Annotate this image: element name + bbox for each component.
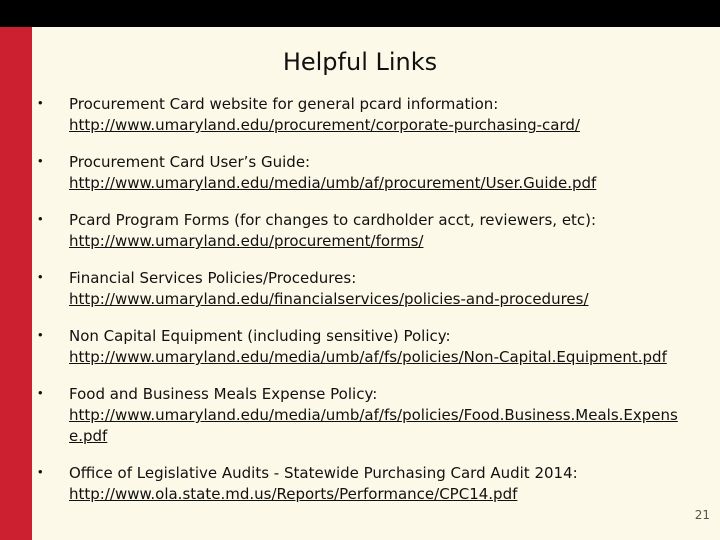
bullet-icon: • — [38, 153, 43, 168]
link-description: Non Capital Equipment (including sensitive) Policy: — [69, 327, 451, 345]
bullet-icon: • — [38, 269, 43, 284]
side-bar — [0, 27, 32, 540]
page-number: 21 — [694, 508, 710, 522]
link-url[interactable]: http://www.umaryland.edu/media/umb/af/fs/policies/Food.Business.Meals.Expense.pdf — [69, 406, 678, 445]
link-url[interactable]: http://www.ola.state.md.us/Reports/Performance/CPC14.pdf — [69, 485, 518, 503]
link-url[interactable]: http://www.umaryland.edu/procurement/forms/ — [69, 232, 424, 250]
link-description: Pcard Program Forms (for changes to cardholder acct, reviewers, etc): — [69, 211, 597, 229]
list-item — [38, 268, 688, 310]
top-bar — [0, 0, 720, 27]
list-item — [38, 210, 688, 252]
link-description: Food and Business Meals Expense Policy: — [69, 385, 378, 403]
bullet-icon: • — [38, 385, 43, 400]
link-description: Procurement Card User’s Guide: — [69, 153, 311, 171]
list-item — [38, 384, 688, 447]
link-url[interactable]: http://www.umaryland.edu/financialservices/policies-and-procedures/ — [69, 290, 589, 308]
links-list — [38, 94, 688, 521]
bullet-icon: • — [38, 211, 43, 226]
bullet-icon: • — [38, 464, 43, 479]
link-url[interactable]: http://www.umaryland.edu/procurement/corporate-purchasing-card/ — [69, 116, 580, 134]
list-item — [38, 463, 688, 505]
link-url[interactable]: http://www.umaryland.edu/media/umb/af/fs/policies/Non-Capital.Equipment.pdf — [69, 348, 667, 366]
slide-title — [0, 48, 720, 76]
list-item — [38, 326, 688, 368]
bullet-icon: • — [38, 95, 43, 110]
bullet-icon: • — [38, 327, 43, 342]
list-item — [38, 94, 688, 136]
slide-title-text: Helpful Links — [282, 48, 438, 76]
link-url[interactable]: http://www.umaryland.edu/media/umb/af/procurement/User.Guide.pdf — [69, 174, 597, 192]
link-description: Procurement Card website for general pcard information: — [69, 95, 499, 113]
link-description: Financial Services Policies/Procedures: — [69, 269, 357, 287]
list-item — [38, 152, 688, 194]
link-description: Office of Legislative Audits - Statewide Purchasing Card Audit 2014: — [69, 464, 578, 482]
